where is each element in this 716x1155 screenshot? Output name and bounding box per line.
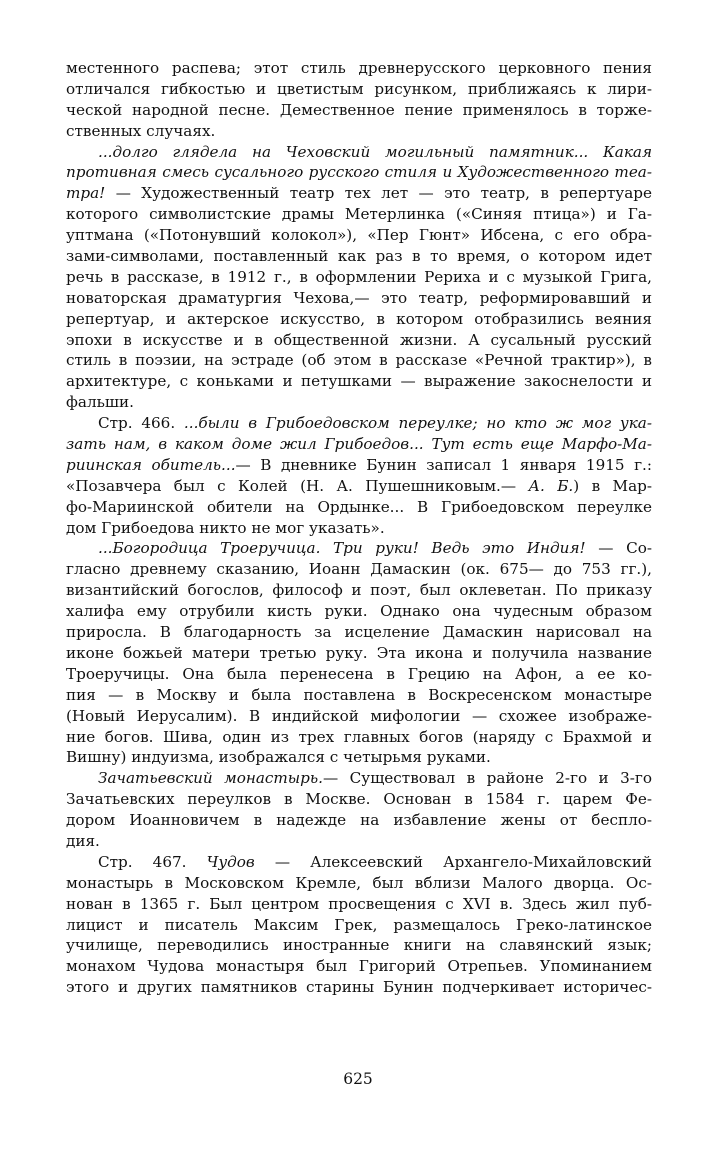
text-line — [66, 664, 652, 685]
text-fragment: нован в 1365 г. Был центром просвещения с XVI в. Здесь жил пуб- — [66, 894, 652, 913]
italic-fragment: ...были в Грибоедовском переулке; но кто ж мог ука- — [183, 414, 652, 433]
text-fragment: отличался гибкостью и цветистым рисунком, приближаясь к лири- — [66, 79, 652, 98]
text-fragment: речь в рассказе, в 1912 г., в оформлении Рериха и с музыкой Грига, — [66, 267, 652, 286]
text-fragment: дом Грибоедова никто не мог указать». — [66, 518, 385, 537]
text-fragment: — Алексеевский Архангело-Михайловский — [254, 852, 652, 871]
text-line — [66, 309, 652, 330]
text-fragment: ние богов. Шива, один из трех главных богов (наряду с Брахмой и — [66, 727, 652, 746]
text-line — [66, 789, 652, 810]
text-line — [66, 580, 652, 601]
text-line — [66, 747, 652, 768]
italic-fragment: риинская обитель... — [66, 455, 236, 474]
text-fragment: монастырь в Московском Кремле, был вблизи Малого дворца. Ос- — [66, 873, 652, 892]
text-fragment: «Позавчера был с Колей (Н. А. Пушешниковым.— — [66, 476, 529, 495]
text-fragment: византийский богослов, философ и поэт, был оклеветан. По приказу — [66, 581, 652, 600]
text-fragment: монахом Чудова монастыря был Григорий Отрепьев. Упоминанием — [66, 957, 652, 976]
text-fragment: уптмана («Потонувший колокол»), «Пер Гюнт» Ибсена, с его обра- — [66, 226, 652, 245]
text-fragment: репертуар, и актерское искусство, в котором отобразились веяния — [66, 309, 652, 328]
text-line — [66, 288, 652, 309]
text-fragment: Вишну) индуизма, изображался с четырьмя руками. — [66, 748, 491, 767]
text-fragment: иконе божьей матери третью руку. Эта икона и получила название — [66, 643, 652, 662]
text-fragment: Стр. 466. — [98, 414, 184, 433]
text-line — [66, 79, 652, 100]
italic-fragment: ...долго глядела на Чеховский могильный памятник... Какая — [98, 142, 652, 161]
text-line — [66, 121, 652, 142]
text-fragment: этого и других памятников старины Бунин подчеркивает историчес- — [66, 978, 652, 997]
text-fragment: Зачатьевских переулков в Москве. Основан в 1584 г. царем Фе- — [66, 790, 652, 809]
text-line — [66, 330, 652, 351]
text-line — [66, 873, 652, 894]
italic-fragment: противная смесь сусального русского стиля и Художественного теа- — [66, 163, 652, 182]
text-fragment: (Новый Иерусалим). В индийской мифологии — схожее изображе- — [66, 706, 652, 725]
text-line — [66, 727, 652, 748]
text-fragment: фо-Мариинской обители на Ордынке... В Грибоедовском переулке — [66, 497, 652, 516]
text-line — [66, 831, 652, 852]
text-line — [66, 142, 652, 163]
text-line — [66, 225, 652, 246]
text-line — [66, 977, 652, 998]
text-line — [66, 685, 652, 706]
text-fragment: стиль в поэзии, на эстраде (об этом в рассказе «Речной трактир»), в — [66, 351, 652, 370]
text-fragment: ) в Мар- — [573, 476, 652, 495]
text-line — [66, 810, 652, 831]
text-fragment: — Со- — [585, 539, 652, 558]
text-line — [66, 350, 652, 371]
italic-fragment: зать нам, в каком доме жил Грибоедов... Тут есть еще Марфо-Ма- — [66, 435, 652, 454]
text-fragment: — Существовал в районе 2-го и 3-го — [323, 769, 652, 788]
text-fragment: — В дневнике Бунин записал 1 января 1915 г.: — [235, 455, 652, 474]
page-number: 625 — [343, 1070, 373, 1088]
text-line — [66, 434, 652, 455]
text-line — [66, 643, 652, 664]
text-fragment: эпохи в искусстве и в общественной жизни. А сусальный русский — [66, 330, 652, 349]
text-fragment: ческой народной песне. Демественное пение применялось в торже- — [66, 100, 652, 119]
text-line — [66, 267, 652, 288]
text-fragment: местенного распева; этот стиль древнерусского церковного пения — [66, 59, 652, 77]
text-line — [66, 100, 652, 121]
text-line — [66, 162, 652, 183]
text-fragment: лицист и писатель Максим Грек, размещалось Греко-латинское — [66, 915, 652, 934]
text-line — [66, 246, 652, 267]
text-line — [66, 371, 652, 392]
text-fragment: приросла. В благодарность за исцеление Дамаскин нарисовал на — [66, 623, 652, 642]
text-line — [66, 894, 652, 915]
italic-fragment: тра! — [66, 184, 106, 203]
text-line — [66, 455, 652, 476]
text-fragment: ственных случаях. — [66, 121, 216, 140]
text-fragment: фальши. — [66, 393, 134, 412]
text-line — [66, 476, 652, 497]
text-line — [66, 622, 652, 643]
text-fragment: дия. — [66, 831, 100, 850]
text-fragment: Троеручицы. Она была перенесена в Грецию на Афон, а ее ко- — [66, 664, 652, 683]
text-line — [66, 497, 652, 518]
text-line — [66, 706, 652, 727]
italic-fragment: Зачатьевский монастырь. — [98, 769, 323, 788]
text-line — [66, 183, 652, 204]
text-fragment: гласно древнему сказанию, Иоанн Дамаскин (ок. 675— до 753 гг.), — [66, 560, 652, 579]
italic-fragment: ...Богородица Троеручица. Три руки! Ведь это Индия! — [98, 539, 586, 558]
text-line — [66, 601, 652, 622]
text-fragment: — Художественный театр тех лет — это театр, в репертуаре — [105, 184, 652, 203]
text-fragment: халифа ему отрубили кисть руки. Однако она чудесным образом — [66, 602, 652, 621]
italic-fragment: Чудов — [206, 852, 255, 871]
text-line — [66, 852, 652, 873]
text-fragment: пия — в Москву и была поставлена в Воскресенском монастыре — [66, 685, 652, 704]
text-fragment: новаторская драматургия Чехова,— это театр, реформировавший и — [66, 288, 652, 307]
text-fragment: архитектуре, с коньками и петушками — выражение закоснелости и — [66, 372, 652, 391]
text-fragment: которого символистские драмы Метерлинка («Синяя птица») и Га- — [66, 205, 652, 224]
text-fragment: дором Иоанновичем в надежде на избавление жены от беспло- — [66, 811, 652, 830]
text-line — [66, 538, 652, 559]
text-line — [66, 58, 652, 79]
text-line — [66, 392, 652, 413]
text-line — [66, 768, 652, 789]
text-line — [66, 915, 652, 936]
text-line — [66, 413, 652, 434]
text-line — [66, 935, 652, 956]
text-line — [66, 559, 652, 580]
text-line — [66, 204, 652, 225]
text-fragment: Стр. 467. — [98, 852, 207, 871]
text-fragment: училище, переводились иностранные книги на славянский язык; — [66, 936, 652, 955]
text-line — [66, 956, 652, 977]
commentary-text — [66, 58, 652, 998]
text-fragment: зами-символами, поставленный как раз в то время, о котором идет — [66, 247, 652, 266]
text-line — [66, 518, 652, 539]
italic-fragment: А. Б. — [528, 476, 574, 495]
